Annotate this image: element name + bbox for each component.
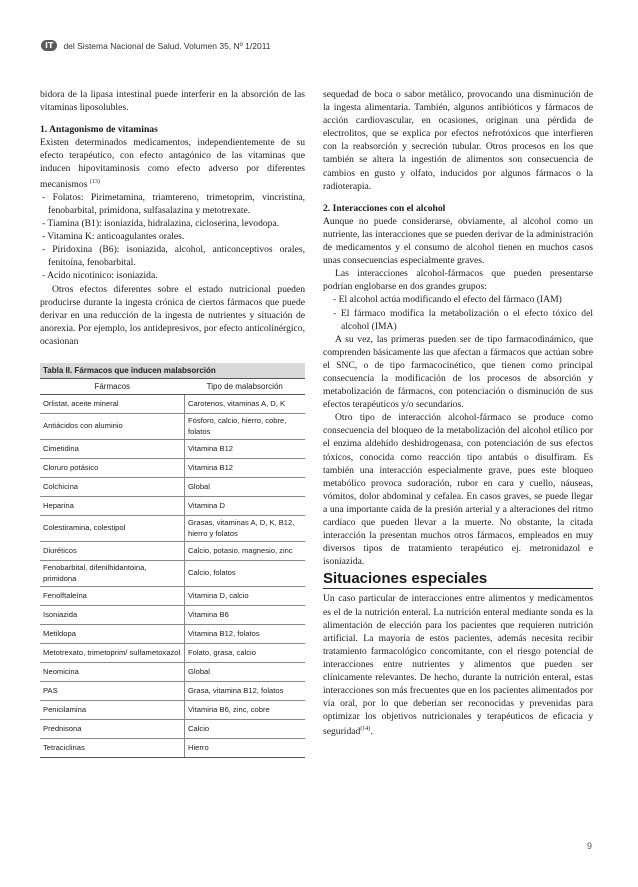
table-row	[40, 682, 305, 701]
heading-antagonismo: 1. Antagonismo de vitaminas	[40, 124, 158, 136]
cell-drug: Orlistat, aceite mineral	[40, 395, 185, 414]
table-row	[40, 625, 305, 644]
cell-drug: Heparina	[40, 497, 185, 516]
cell-drug: Metotrexato, trimetoprim/ sulfametoxazol	[40, 644, 185, 663]
list-item-piridoxina: - Piridoxina (B6): isoniazida, alcohol, anticonceptivos orales, fenitoína, fenobarbital.	[42, 244, 305, 269]
cell-type: Vitamina D	[185, 497, 306, 516]
heading-alcohol: 2. Interacciones con el alcohol	[323, 202, 446, 214]
cell-type: Vitamina B6, zinc, cobre	[185, 701, 306, 720]
page-number: 9	[587, 841, 593, 851]
table-row	[40, 395, 305, 414]
cell-drug: Fenolftaleína	[40, 587, 185, 606]
column-header-farmacos: Fármacos	[40, 379, 185, 395]
table-row	[40, 701, 305, 720]
right-paragraph-6: Un caso particular de interacciones entre alimentos y medicamentos es el de la nutrición enteral. La nutrición enteral mediante sonda es la alimentación de elección para los pacientes que requieren nutrición artificial. La mayoría de estos pacientes, además necesita recibir tratamiento farmacológico concomitante, con el riesgo potencial de interacciones entre nutrientes y alimentos que pueden ser clínicamente relevantes. De hecho, durante la nutrición enteral, estas interacciones son más frecuentes que en los pacientes alimentados por vía oral, por lo que deberían ser reconocidas y prevenidas para optimizar los objetivos nutricionales y terapéuticos de eficacia y seguridad$^{(14)}$.	[323, 593, 593, 738]
cell-type: Grasas, vitaminas A, D, K, B12, hierro y folatos	[185, 516, 306, 542]
table-row	[40, 414, 305, 440]
cell-type: Hierro	[185, 739, 306, 758]
cell-type: Calcio, folatos	[185, 561, 306, 587]
cell-drug: PAS	[40, 682, 185, 701]
cell-type: Vitamina B12	[185, 440, 306, 459]
table-row	[40, 459, 305, 478]
left-paragraph-1: bidora de la lipasa intestinal puede interferir en la absorción de las vitaminas liposolubles.	[40, 89, 305, 114]
left-paragraph-2: Existen determinados medicamentos, independientemente de su efecto terapéutico, con efecto antagónico de las vitaminas que inducen hipovitaminosis como efecto adverso por diferentes mecanismos $^{(13)}$	[40, 137, 305, 190]
cell-drug: Cimetidina	[40, 440, 185, 459]
journal-header-text: del Sistema Nacional de Salud. Volumen 35, Nº 1/2011	[63, 40, 271, 51]
journal-logo: IT	[41, 40, 57, 51]
right-paragraph-4: A su vez, las primeras pueden ser de tipo farmacodinámico, que comprenden básicamente las que afectan a fármacos que actúan sobre el SNC, o de tipo farmacocinético, que tienen como principal consecuencia la modificación de los procesos de absorción y metabolización de fármacos, con potenciación o disminución de sus efectos terapéuticos y/o secundarios.	[323, 333, 593, 411]
table-row	[40, 497, 305, 516]
cell-type: Vitamina B12, folatos	[185, 625, 306, 644]
reference-14: (14)	[360, 726, 371, 733]
table-row	[40, 663, 305, 682]
cell-drug: Cloruro potásico	[40, 459, 185, 478]
right-column	[323, 88, 593, 739]
cell-type: Fósforo, calcio, hierro, cobre, folatos	[185, 414, 306, 440]
cell-drug: Diuréticos	[40, 542, 185, 561]
cell-type: Vitamina B12	[185, 459, 306, 478]
right-paragraph-2: Aunque no puede considerarse, obviamente, al alcohol como un nutriente, las interacciones que se pueden derivar de la administración de medicamentos y el consumo de alcohol tienen en muchos casos unas consecuencias especialmente graves.	[323, 215, 593, 267]
column-header-tipo: Tipo de malabsorción	[185, 379, 306, 395]
page-header	[41, 40, 271, 51]
cell-drug: Isoniazida	[40, 606, 185, 625]
list-item-vitamina-k: - Vitamina K: anticoagulantes orales.	[42, 231, 185, 243]
cell-drug: Prednisona	[40, 720, 185, 739]
cell-type: Folato, grasa, calcio	[185, 644, 306, 663]
table-row	[40, 561, 305, 587]
table-row	[40, 644, 305, 663]
left-column	[40, 88, 305, 348]
table-row	[40, 478, 305, 497]
cell-type: Calcio, potasio, magnesio, zinc	[185, 542, 306, 561]
cell-drug: Penicilamina	[40, 701, 185, 720]
table-row	[40, 739, 305, 758]
table-caption: Tabla II. Fármacos que inducen malabsorción	[40, 363, 305, 379]
table-row	[40, 606, 305, 625]
list-item-ima: - El fármaco modifica la metabolización o el efecto tóxico del alcohol (IMA)	[333, 307, 593, 332]
table-row	[40, 587, 305, 606]
cell-type: Global	[185, 478, 306, 497]
cell-drug: Neomicina	[40, 663, 185, 682]
list-item-acido-nicotinico: - Acido nicotínico: isoniazida.	[42, 270, 158, 282]
cell-type: Global	[185, 663, 306, 682]
cell-type: Vitamina D, calcio	[185, 587, 306, 606]
list-item-tiamina: - Tiamina (B1): isoniazida, hidralazina, cicloserina, levodopa.	[42, 218, 280, 230]
cell-type: Vitamina B6	[185, 606, 306, 625]
cell-drug: Antiácidos con aluminio	[40, 414, 185, 440]
right-paragraph-3: Las interacciones alcohol-fármacos que pueden presentarse podrían englobarse en dos grandes grupos:	[323, 268, 593, 293]
table-row	[40, 542, 305, 561]
left-paragraph-3: Otros efectos diferentes sobre el estado nutricional pueden producirse durante la ingesta crónica de ciertos fármacos que puede derivar en una reducción de la ingesta de nutrientes y situación de anorexia. Por ejemplo, los antidepresivos, por efecto anticolinérgico, ocasionan	[40, 283, 305, 347]
cell-drug: Tetraciclinas	[40, 739, 185, 758]
cell-drug: Colchicina	[40, 478, 185, 497]
cell-type: Calcio	[185, 720, 306, 739]
table-row	[40, 516, 305, 542]
table-header-row	[40, 379, 305, 395]
cell-drug: Colestiramina, colestipol	[40, 516, 185, 542]
reference-13: (13)	[89, 178, 100, 185]
cell-type: Grasa, vitamina B12, folatos	[185, 682, 306, 701]
cell-drug: Metildopa	[40, 625, 185, 644]
table-row	[40, 440, 305, 459]
section-title-situaciones: Situaciones especiales	[323, 572, 593, 589]
list-item-iam: - El alcohol actúa modificando el efecto del fármaco (IAM)	[333, 294, 562, 306]
cell-type: Carotenos, vitaminas A, D, K	[185, 395, 306, 414]
right-paragraph-5: Otro tipo de interacción alcohol-fármaco se produce como consecuencia del bloqueo de la metabolización del alcohol etílico por el enzima aldehído deshidrogenasa, con potenciación de sus efectos tóxicos, conocida como reacción tipo antabús o disulfiram. Es también una interacción especialmente grave, pues este bloqueo metabólico provoca sudoración, rubor en cara y cuello, náuseas, vómitos, dolor abdominal y cefalea. En casos graves, se puede llegar a una importante caída de la presión arterial y a alteraciones del ritmo cardíaco que pueden llevar a la muerte. No obstante, la citada interacción la presentan muchos otros fármacos, empleados en muy diversos tipos de tratamiento terapéutico ej. metronidazol e isoniazida.	[323, 412, 593, 568]
cell-drug: Fenobarbital, difenilhidantoina, primidona	[40, 561, 185, 587]
table-malabsorcion	[40, 363, 305, 758]
list-item-folatos: - Folatos: Pirimetamina, triamtereno, trimetoprim, vincristina, fenobarbital, primidona, sulfasalazina y metotrexate.	[42, 191, 305, 216]
table-row	[40, 720, 305, 739]
right-paragraph-1: sequedad de boca o sabor metálico, provocando una disminución de la ingesta alimentaria. También, algunos antibióticos y fármacos de acción cardiovascular, en ocasiones, originan una pérdida de electrolitos, que se explica por efectos nefrotóxicos que interfieren con la reabsorción y secreción tubular. Otros procesos en los que también se altera la ingestión de alimentos son consecuencia de cambios en gusto y olfato, inducidos por algunos fármacos o la radioterapia.	[323, 89, 593, 192]
